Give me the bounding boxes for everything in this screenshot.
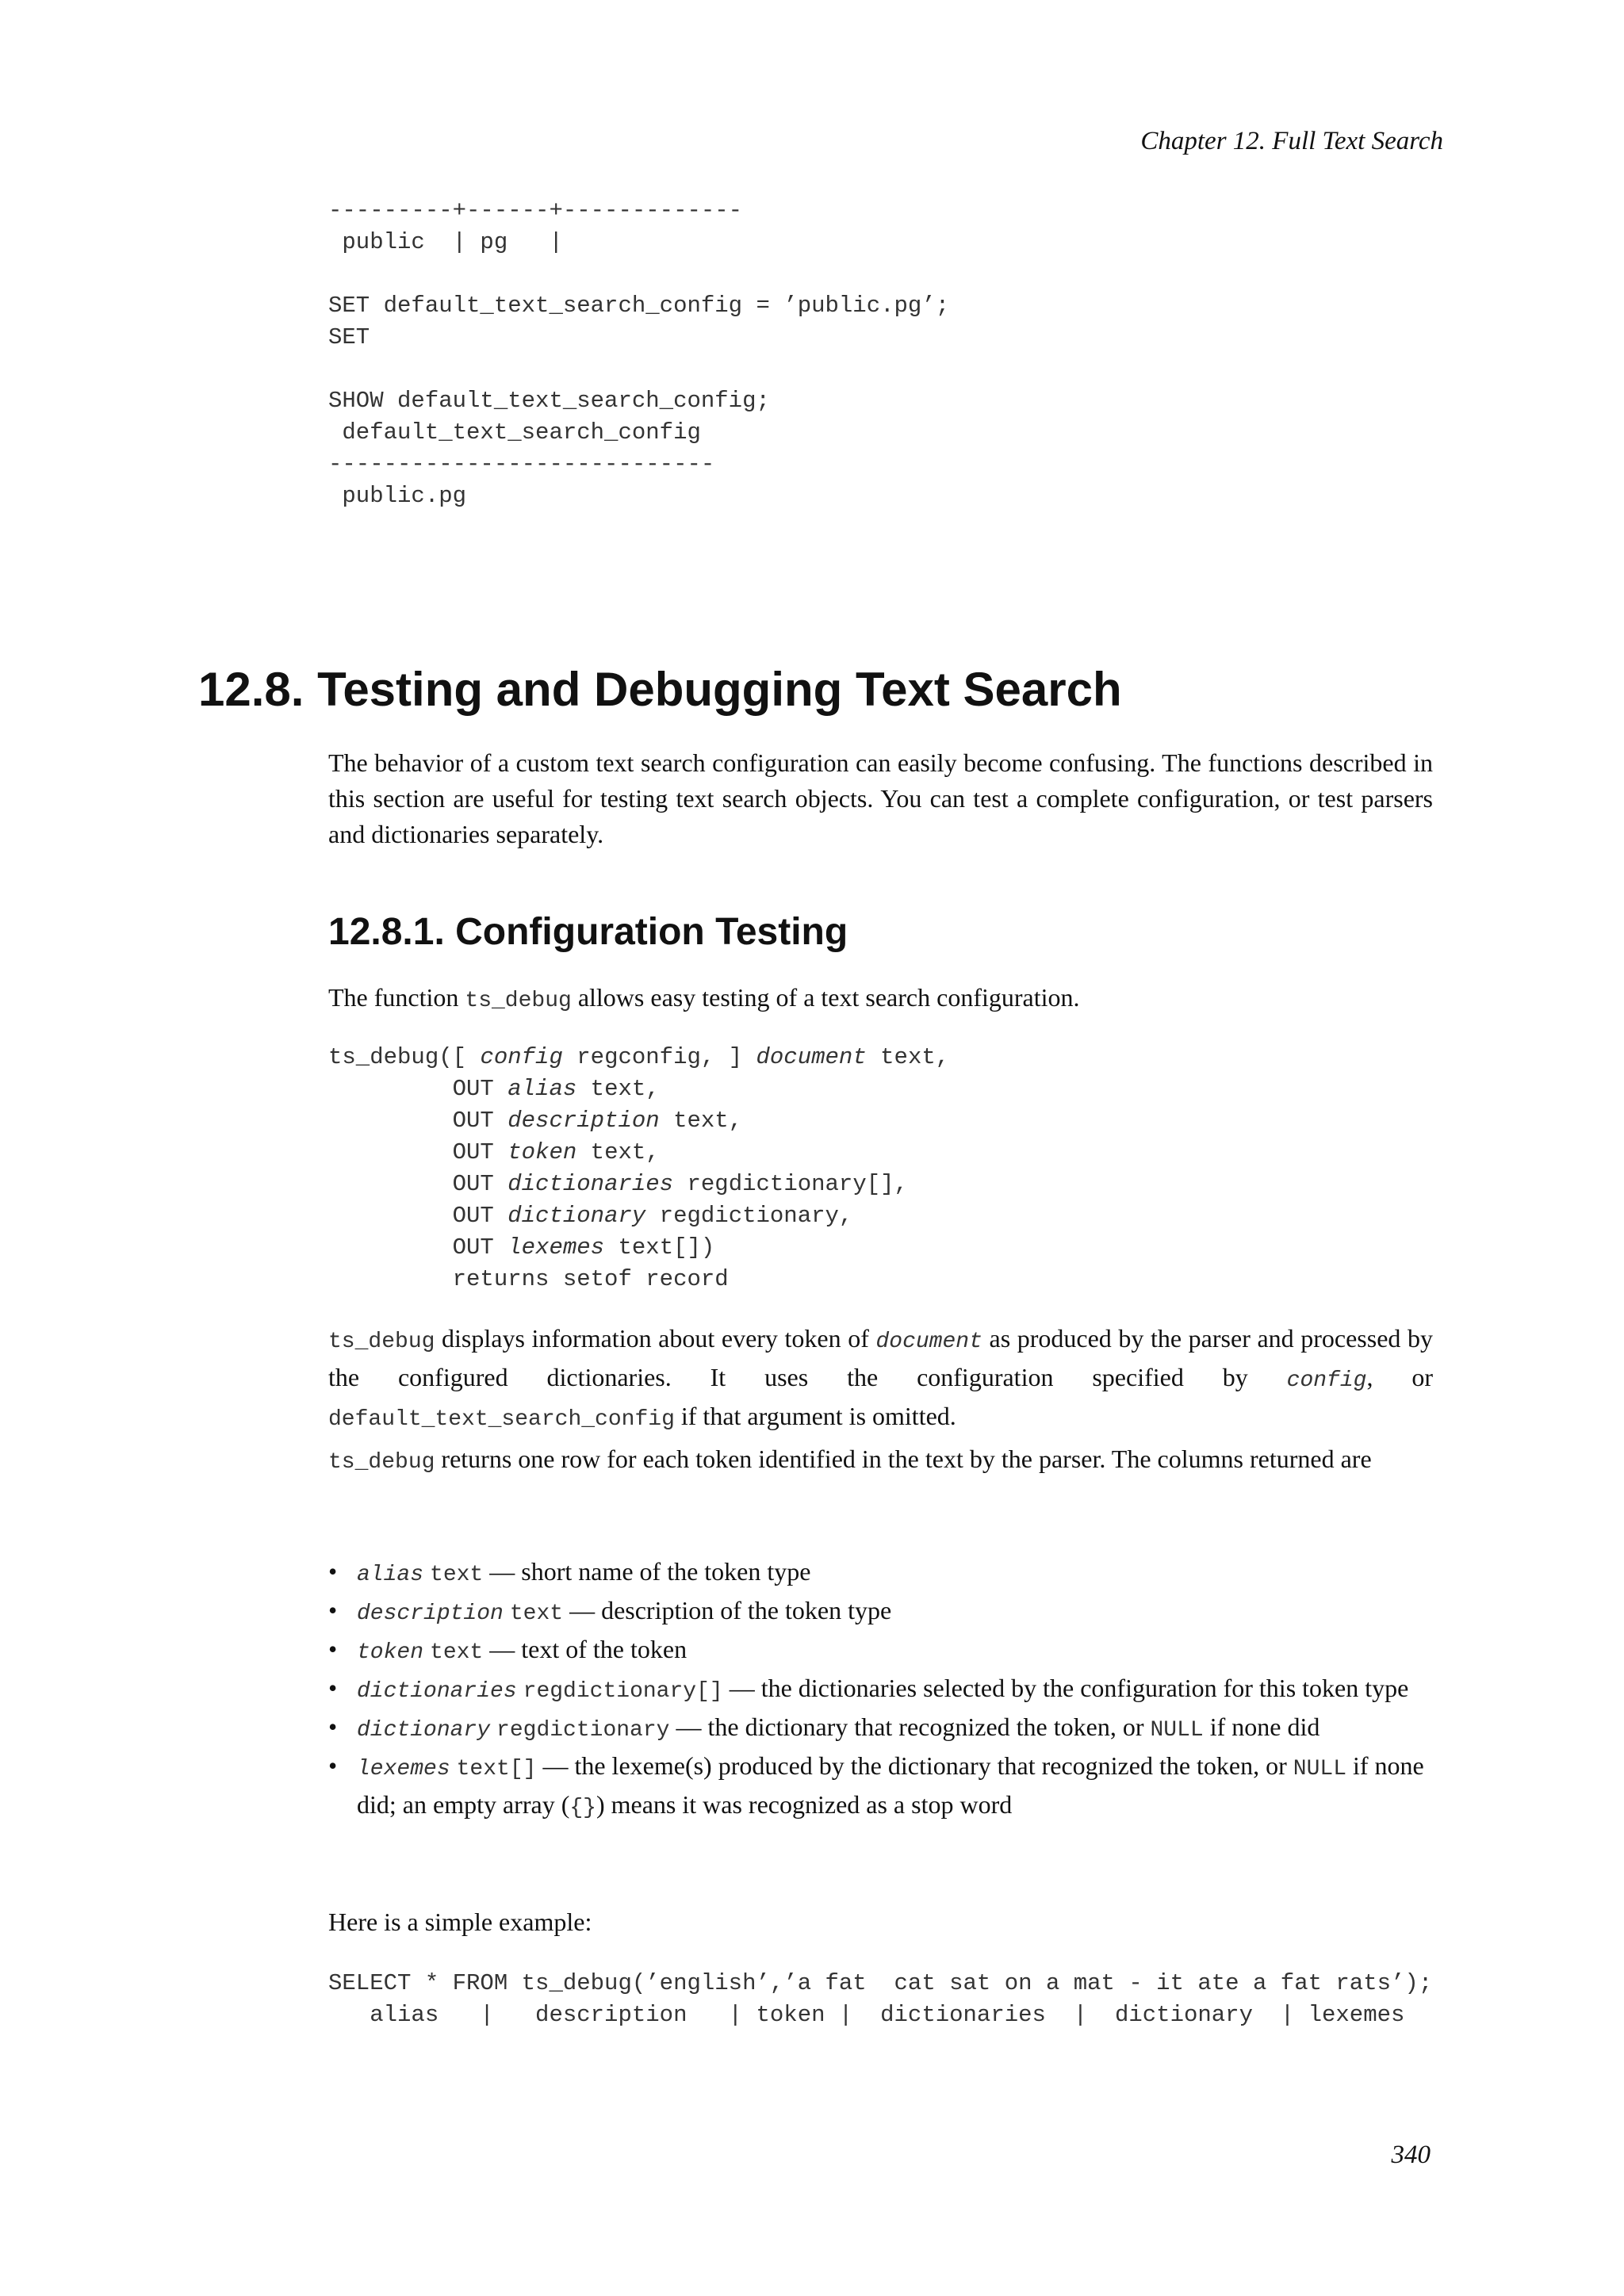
code-line: ---------+------+------------- [328,197,743,224]
section-intro: The behavior of a custom text search configuration can easily become confusing. The functions described in this section are useful for testing text search objects. You can test a complete configuration, or test parsers and dictionaries separately. [328,748,1433,848]
example-code [328,1968,1432,2031]
example-intro: Here is a simple example: [328,1908,592,1936]
code-block-config-result [328,195,949,512]
ts-debug-description: ts_debug displays information about every token of document as produced by the parser and processed by the configured dictionaries. It uses the configuration specified by config, or default_text_search_config if that argument is omitted. [328,1324,1434,1432]
code-line: public.pg [328,483,467,509]
section-title: 12.8. Testing and Debugging Text Search [198,663,1122,716]
function-signature: ts_debug([ config regconfig, ] document text, OUT alias text, OUT description text, OUT token text, OUT dictionaries regdictionary[], OUT dictionary regdictionary, OUT lexemes text[]) returns setof record [328,1044,950,1292]
code-line: ---------------------------- [328,451,715,477]
columns-list [328,1554,1433,1826]
code-line: SET [328,324,370,350]
code-line: default_text_search_config [328,419,701,446]
code-line: public | pg | [328,229,563,255]
code-line: SET default_text_search_config = ’public.pg’; [328,293,950,319]
list-item: • dictionaries regdictionary[] — the dictionaries selected by the configuration for this token type [328,1670,1433,1709]
code-line: alias | description | token | dictionaries | dictionary | lexemes [328,2002,1405,2028]
subsection-title: 12.8.1. Configuration Testing [328,911,848,953]
page-number: 340 [1391,2141,1431,2169]
function-intro: The function ts_debug allows easy testing of a text search configuration. [328,983,1080,1013]
running-header: Chapter 12. Full Text Search [1140,127,1443,155]
list-item: • description text — description of the token type [328,1593,1433,1632]
inline-code: ts_debug [465,989,572,1013]
ts-debug-returns: ts_debug returns one row for each token identified in the text by the parser. The columns returned are [328,1445,1372,1475]
list-item: • alias text — short name of the token type [328,1554,1433,1593]
code-line: SHOW default_text_search_config; [328,388,770,414]
list-item: • dictionary regdictionary — the dictionary that recognized the token, or NULL if none did [328,1709,1433,1748]
code-line: SELECT * FROM ts_debug(’english’,’a fat cat sat on a mat - it ate a fat rats’); [328,1970,1433,1996]
list-item: • token text — text of the token [328,1632,1433,1670]
list-item: • lexemes text[] — the lexeme(s) produced by the dictionary that recognized the token, or NULL if none did; an empty array ({}) means it was recognized as a stop word [328,1748,1433,1826]
